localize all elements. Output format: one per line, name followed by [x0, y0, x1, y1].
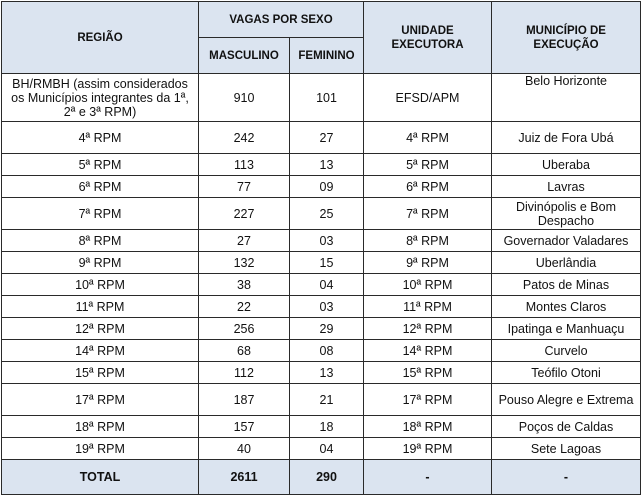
- cell-masculino: 157: [199, 416, 290, 438]
- cell-unidade: 8ª RPM: [364, 230, 492, 252]
- cell-feminino: 101: [290, 74, 364, 122]
- table-row: [2, 176, 641, 198]
- cell-regiao: 10ª RPM: [2, 274, 199, 296]
- cell-regiao: 18ª RPM: [2, 416, 199, 438]
- table-row: [2, 122, 641, 154]
- cell-municipio: Poços de Caldas: [492, 416, 641, 438]
- header-unidade-executora: UNIDADE EXECUTORA: [364, 2, 492, 74]
- cell-municipio: Lavras: [492, 176, 641, 198]
- header-vagas-por-sexo: VAGAS POR SEXO: [199, 2, 364, 38]
- cell-masculino: 77: [199, 176, 290, 198]
- cell-feminino: 13: [290, 362, 364, 384]
- table-row: [2, 318, 641, 340]
- cell-masculino: 242: [199, 122, 290, 154]
- cell-municipio: Belo Horizonte: [492, 74, 641, 122]
- table-row: [2, 340, 641, 362]
- cell-municipio: Juiz de Fora Ubá: [492, 122, 641, 154]
- header-feminino: FEMININO: [290, 38, 364, 74]
- cell-municipio: Divinópolis e Bom Despacho: [492, 198, 641, 230]
- cell-unidade: 9ª RPM: [364, 252, 492, 274]
- table-row: [2, 154, 641, 176]
- total-municipio: -: [492, 460, 641, 495]
- cell-masculino: 187: [199, 384, 290, 416]
- cell-municipio: Uberlândia: [492, 252, 641, 274]
- cell-municipio: Pouso Alegre e Extrema: [492, 384, 641, 416]
- header-municipio-execucao: MUNICÍPIO DE EXECUÇÃO: [492, 2, 641, 74]
- cell-regiao: 19ª RPM: [2, 438, 199, 460]
- cell-regiao: 4ª RPM: [2, 122, 199, 154]
- cell-unidade: 11ª RPM: [364, 296, 492, 318]
- cell-unidade: 10ª RPM: [364, 274, 492, 296]
- cell-regiao: 5ª RPM: [2, 154, 199, 176]
- table-row: [2, 296, 641, 318]
- cell-municipio: Uberaba: [492, 154, 641, 176]
- cell-masculino: 112: [199, 362, 290, 384]
- cell-unidade: EFSD/APM: [364, 74, 492, 122]
- table-row: [2, 438, 641, 460]
- cell-regiao: 7ª RPM: [2, 198, 199, 230]
- cell-masculino: 22: [199, 296, 290, 318]
- header-masculino: MASCULINO: [199, 38, 290, 74]
- table-row: [2, 230, 641, 252]
- cell-feminino: 29: [290, 318, 364, 340]
- table-row: [2, 274, 641, 296]
- cell-feminino: 15: [290, 252, 364, 274]
- cell-masculino: 132: [199, 252, 290, 274]
- cell-regiao: 9ª RPM: [2, 252, 199, 274]
- cell-municipio: Ipatinga e Manhuaçu: [492, 318, 641, 340]
- cell-feminino: 04: [290, 274, 364, 296]
- cell-feminino: 25: [290, 198, 364, 230]
- table-row: [2, 252, 641, 274]
- total-feminino: 290: [290, 460, 364, 495]
- cell-regiao: 6ª RPM: [2, 176, 199, 198]
- cell-feminino: 21: [290, 384, 364, 416]
- cell-masculino: 227: [199, 198, 290, 230]
- cell-unidade: 19ª RPM: [364, 438, 492, 460]
- cell-feminino: 08: [290, 340, 364, 362]
- table-row: [2, 384, 641, 416]
- cell-feminino: 03: [290, 230, 364, 252]
- cell-masculino: 27: [199, 230, 290, 252]
- cell-feminino: 03: [290, 296, 364, 318]
- cell-regiao: 14ª RPM: [2, 340, 199, 362]
- header-regiao: REGIÃO: [2, 2, 199, 74]
- cell-feminino: 04: [290, 438, 364, 460]
- total-masculino: 2611: [199, 460, 290, 495]
- cell-masculino: 38: [199, 274, 290, 296]
- table-row: [2, 416, 641, 438]
- total-unidade: -: [364, 460, 492, 495]
- cell-regiao: 17ª RPM: [2, 384, 199, 416]
- table-body: [2, 74, 641, 460]
- cell-masculino: 910: [199, 74, 290, 122]
- cell-unidade: 6ª RPM: [364, 176, 492, 198]
- cell-masculino: 68: [199, 340, 290, 362]
- cell-municipio: Teófilo Otoni: [492, 362, 641, 384]
- cell-unidade: 14ª RPM: [364, 340, 492, 362]
- cell-municipio: Patos de Minas: [492, 274, 641, 296]
- cell-masculino: 113: [199, 154, 290, 176]
- vagas-table: [1, 1, 641, 495]
- cell-masculino: 256: [199, 318, 290, 340]
- table-row: [2, 362, 641, 384]
- cell-unidade: 7ª RPM: [364, 198, 492, 230]
- cell-unidade: 4ª RPM: [364, 122, 492, 154]
- cell-unidade: 17ª RPM: [364, 384, 492, 416]
- cell-feminino: 27: [290, 122, 364, 154]
- cell-municipio: Sete Lagoas: [492, 438, 641, 460]
- cell-regiao: BH/RMBH (assim considerados os Municípios integrantes da 1ª, 2ª e 3ª RPM): [2, 74, 199, 122]
- cell-municipio: Curvelo: [492, 340, 641, 362]
- cell-feminino: 09: [290, 176, 364, 198]
- cell-unidade: 12ª RPM: [364, 318, 492, 340]
- total-row: [2, 460, 641, 495]
- cell-regiao: 12ª RPM: [2, 318, 199, 340]
- cell-feminino: 18: [290, 416, 364, 438]
- cell-unidade: 15ª RPM: [364, 362, 492, 384]
- table-row: [2, 74, 641, 122]
- cell-masculino: 40: [199, 438, 290, 460]
- cell-regiao: 11ª RPM: [2, 296, 199, 318]
- cell-feminino: 13: [290, 154, 364, 176]
- cell-regiao: 15ª RPM: [2, 362, 199, 384]
- cell-municipio: Governador Valadares: [492, 230, 641, 252]
- cell-regiao: 8ª RPM: [2, 230, 199, 252]
- table-row: [2, 198, 641, 230]
- cell-unidade: 18ª RPM: [364, 416, 492, 438]
- cell-unidade: 5ª RPM: [364, 154, 492, 176]
- total-label: TOTAL: [2, 460, 199, 495]
- cell-municipio: Montes Claros: [492, 296, 641, 318]
